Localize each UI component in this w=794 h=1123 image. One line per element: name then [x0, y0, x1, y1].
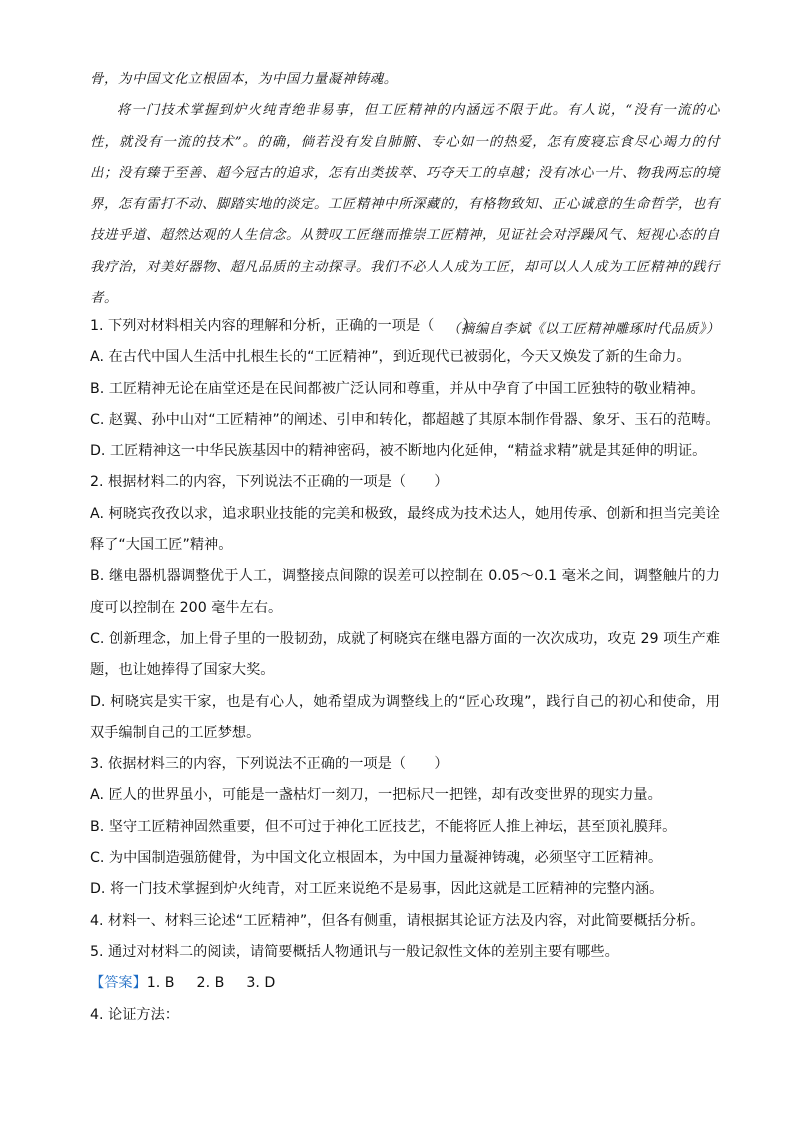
- question-1-stem: 1. 下列对材料相关内容的理解和分析，正确的一项是（ ）: [90, 318, 477, 334]
- question-3-option-d: D. 将一门技术掌握到炉火纯青，对工匠来说绝不是易事，因此这就是工匠精神的完整内涵。: [90, 881, 664, 898]
- question-1-option-d: D. 工匠精神这一中华民族基因中的精神密码，被不断地内化延伸，“精益求精”就是其延伸的明证。: [90, 443, 707, 460]
- question-3-option-b: B. 坚守工匠精神固然重要，但不可过于神化工匠技艺，不能将匠人推上神坛，甚至顶礼膜拜。: [90, 818, 677, 835]
- question-2-option-c: C. 创新理念，加上骨子里的一股韧劲，成就了柯晓宾在继电器方面的一次次成功，攻克 29 项生产难题，也让她捧得了国家大奖。: [90, 630, 720, 679]
- question-4-stem: 4. 材料一、材料三论述“工匠精神”，但各有侧重，请根据其论证方法及内容，对此简要概括分析。: [90, 912, 705, 929]
- question-1-option-b: B. 工匠精神无论在庙堂还是在民间都被广泛认同和尊重，并从中孕育了中国工匠独特的敬业精神。: [90, 380, 705, 397]
- answer-item-2: 2. B: [196, 975, 225, 992]
- question-5-stem: 5. 通过对材料二的阅读，请简要概括人物通讯与一般记叙性文体的差别主要有哪些。: [90, 943, 619, 960]
- question-2-stem: 2. 根据材料二的内容，下列说法不正确的一项是（ ）: [90, 474, 449, 491]
- answer-line: [90, 968, 720, 999]
- question-3-option-a: A. 匠人的世界虽小，可能是一盏枯灯一刻刀，一把标尺一把锉，却有改变世界的现实力量。: [90, 787, 662, 804]
- question-1-option-c: C. 赵翼、孙中山对“工匠精神”的阐述、引申和转化，都超越了其原本制作骨器、象牙、玉石的范畴。: [90, 411, 720, 428]
- answer-item-1: 1. B: [146, 975, 175, 992]
- question-3-stem: 3. 依据材料三的内容，下列说法不正确的一项是（ ）: [90, 756, 449, 773]
- question-2-option-d: D. 柯晓宾是实干家，也是有心人，她希望成为调整线上的“匠心玫瑰”，践行自己的初心和使命，用双手编制自己的工匠梦想。: [90, 693, 720, 741]
- question-2-option-b: B. 继电器机器调整优于人工，调整接点间隙的误差可以控制在 0.05～0.1 毫米之间，调整触片的力度可以控制在 200 毫牛左右。: [90, 568, 720, 616]
- passage-source: （摘编自李斌《以工匠精神雕琢时代品质》）: [446, 322, 720, 338]
- passage-paragraph: 将一门技术掌握到炉火纯青绝非易事，但工匠精神的内涵远不限于此。有人说，“没有一流的心性，就没有一流的技术”。的确，倘若没有发自肺腑、专心如一的热爱，怎有废寝忘食尽心竭力的付出；没有臻于至善、超今冠古的追求，怎有出类拔萃、巧夺天工的卓越；没有冰心一片、物我两忘的境界，怎有雷打不动、脚踏实地的淡定。工匠精神中所深藏的，有格物致知、正心诚意的生命哲学，也有技进乎道、超然达观的人生信念。从赞叹工匠继而推崇工匠精神，见证社会对浮躁风气、短视心态的自我疗治，对美好器物、超凡品质的主动探寻。我们不必人人成为工匠，却可以人人成为工匠精神的践行者。: [90, 103, 720, 307]
- questions-section: [90, 311, 720, 1031]
- passage: [90, 64, 720, 346]
- answer-label: 【答案】: [90, 975, 147, 992]
- question-1-option-a: A. 在古代中国人生活中扎根生长的“工匠精神”，到近现代已被弱化，今天又焕发了新的生命力。: [90, 349, 691, 366]
- answer-4-heading: 4. 论证方法：: [90, 1006, 179, 1023]
- question-2-option-a: A. 柯晓宾孜孜以求，追求职业技能的完美和极致，最终成为技术达人，她用传承、创新和担当完美诠释了“大国工匠”精神。: [90, 505, 720, 554]
- passage-line-1: 骨，为中国文化立根固本，为中国力量凝神铸魂。: [90, 72, 398, 87]
- answer-item-3: 3. D: [246, 975, 276, 992]
- question-3-option-c: C. 为中国制造强筋健骨，为中国文化立根固本，为中国力量凝神铸魂，必须坚守工匠精神。: [90, 850, 663, 867]
